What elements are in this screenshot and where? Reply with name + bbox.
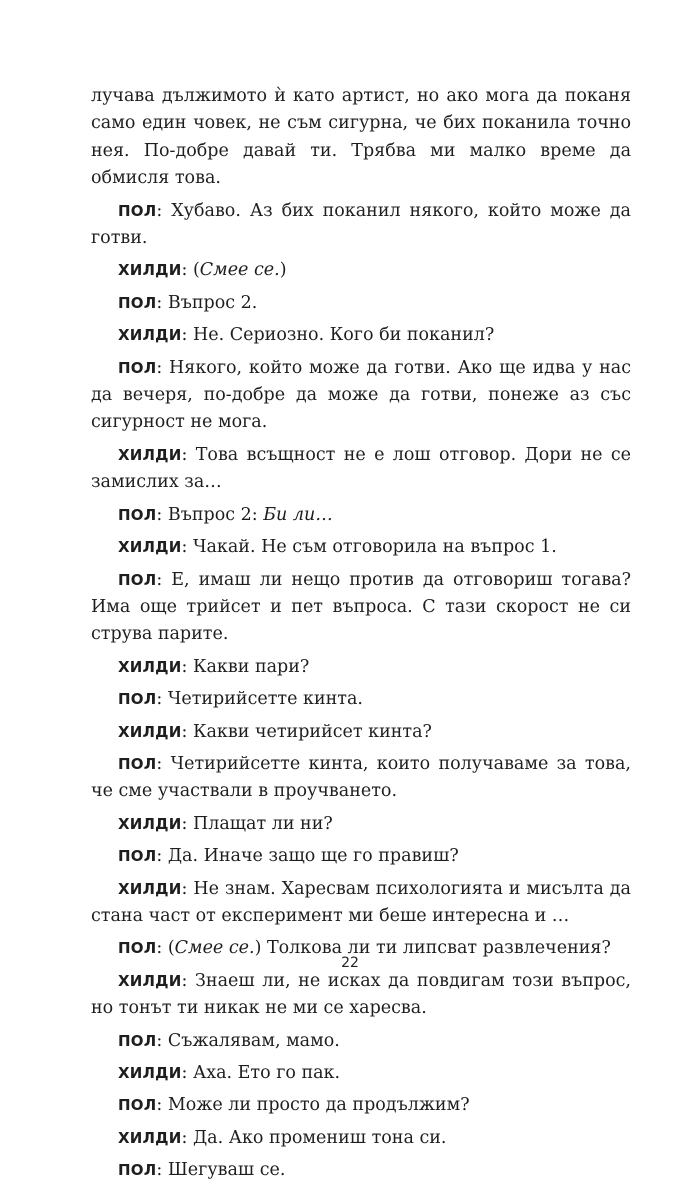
dialogue-line [91,1092,631,1119]
speaker-name: ПОЛ [118,847,157,866]
speaker-name: ПОЛ [118,939,157,958]
dialogue-text: : Съжалявам, мамо. [156,1030,340,1051]
speaker-name: ПОЛ [118,358,157,377]
dialogue-line [91,1060,631,1087]
dialogue-text: : Въпрос 2: [156,504,264,525]
speaker-name: ХИЛДИ [118,1128,182,1147]
dialogue-text: : Аха. Ето го пак. [181,1063,341,1083]
dialogue-text: : Да. Ако промениш тона си. [181,1127,447,1148]
speaker-name: ПОЛ [118,1031,157,1050]
dialogue-text: : Не знам. Харесвам психологията и мисълта да стана част от експеримент ми беше интересна и … [91,878,631,926]
speaker-name: ПОЛ [118,1161,157,1180]
dialogue-line [91,322,631,349]
dialogue-line [91,1028,631,1055]
stage-direction: Смее се. [174,938,255,959]
dialogue-text: : Не. Сериозно. Кого би поканил? [181,325,495,346]
dialogue-line [91,502,631,529]
speaker-name: ПОЛ [118,754,157,773]
dialogue-line [91,257,631,284]
dialogue-list [91,198,631,1185]
dialogue-line [91,534,631,561]
stage-direction: Би ли… [263,504,333,525]
dialogue-line [91,355,631,437]
dialogue-line [91,751,631,806]
dialogue-line [91,843,631,870]
dialogue-text: : Четирийсетте кинта. [156,689,363,710]
dialogue-text: : Хубаво. Аз бих поканил някого, който може да готви. [91,200,631,249]
dialogue-line [91,654,631,681]
speaker-name: ХИЛДИ [118,538,182,557]
dialogue-line [91,567,631,649]
speaker-name: ХИЛДИ [118,445,182,464]
dialogue-text: : Какви пари? [181,656,310,677]
dialogue-line [91,719,631,746]
dialogue-text-after: ) [279,260,287,281]
dialogue-text: : Какви четирийсет кинта? [181,721,432,742]
dialogue-text: : Някого, който може да готви. Ако ще идва у нас да вечеря, по-добре да може да готви, понеже аз със сигурност не мога. [91,357,631,433]
dialogue-text: : Знаеш ли, не исках да повдигам този въпрос, но тонът ти никак не ми се харесва. [91,970,631,1019]
dialogue-text: : ( [181,260,200,281]
speaker-name: ПОЛ [118,293,157,312]
dialogue-text: : ( [156,938,175,959]
dialogue-line [91,442,631,497]
dialogue-text: : Въпрос 2. [156,292,258,313]
speaker-name: ПОЛ [118,570,157,589]
dialogue-text: : Е, имаш ли нещо против да отговориш тогава? Има още трийсет и пет въпроса. С тази скорост не си струва парите. [91,569,631,645]
speaker-name: ХИЛДИ [118,722,182,741]
dialogue-text: : Четирийсетте кинта, които получаваме за това, че сме участвали в проучването. [91,753,631,802]
page-body [91,83,631,1190]
speaker-name: ХИЛДИ [118,1064,182,1082]
stage-direction: Смее се. [199,260,280,281]
dialogue-line [91,1125,631,1152]
speaker-name: ПОЛ [118,201,157,220]
speaker-name: ХИЛДИ [118,879,182,898]
dialogue-text: : Чакай. Не съм отговорила на въпрос 1. [181,537,557,558]
dialogue-text: : Плащат ли ни? [181,813,333,834]
dialogue-line [91,290,631,317]
speaker-name: ХИЛДИ [118,814,182,833]
speaker-name: ПОЛ [118,690,157,709]
dialogue-line [91,811,631,838]
dialogue-text: : Може ли просто да продължим? [156,1095,470,1116]
speaker-name: ПОЛ [118,505,157,524]
dialogue-line [91,686,631,713]
dialogue-text-after: ) Толкова ли ти липсват развлечения? [254,938,611,959]
dialogue-line [91,968,631,1023]
page-number: 22 [341,955,359,971]
dialogue-line [91,876,631,931]
continued-paragraph: лучава дължимото ѝ като артист, но ако мога да поканя само един човек, не съм сигурна, че бих поканила точно нея. По-добре давай ти. Трябва ми малко време да обмисля това. [91,86,631,189]
speaker-name: ХИЛДИ [118,326,182,345]
speaker-name: ХИЛДИ [118,261,182,280]
dialogue-line [91,198,631,253]
dialogue-text: : Това всъщност не е лош отговор. Дори не се замислих за… [91,444,631,493]
speaker-name: ХИЛДИ [118,657,182,676]
speaker-name: ХИЛДИ [118,971,182,990]
speaker-name: ПОЛ [118,1096,157,1115]
dialogue-text: : Да. Иначе защо ще го правиш? [156,846,459,867]
dialogue-text: : Шегуваш се. [156,1160,286,1181]
dialogue-line [91,1157,631,1184]
